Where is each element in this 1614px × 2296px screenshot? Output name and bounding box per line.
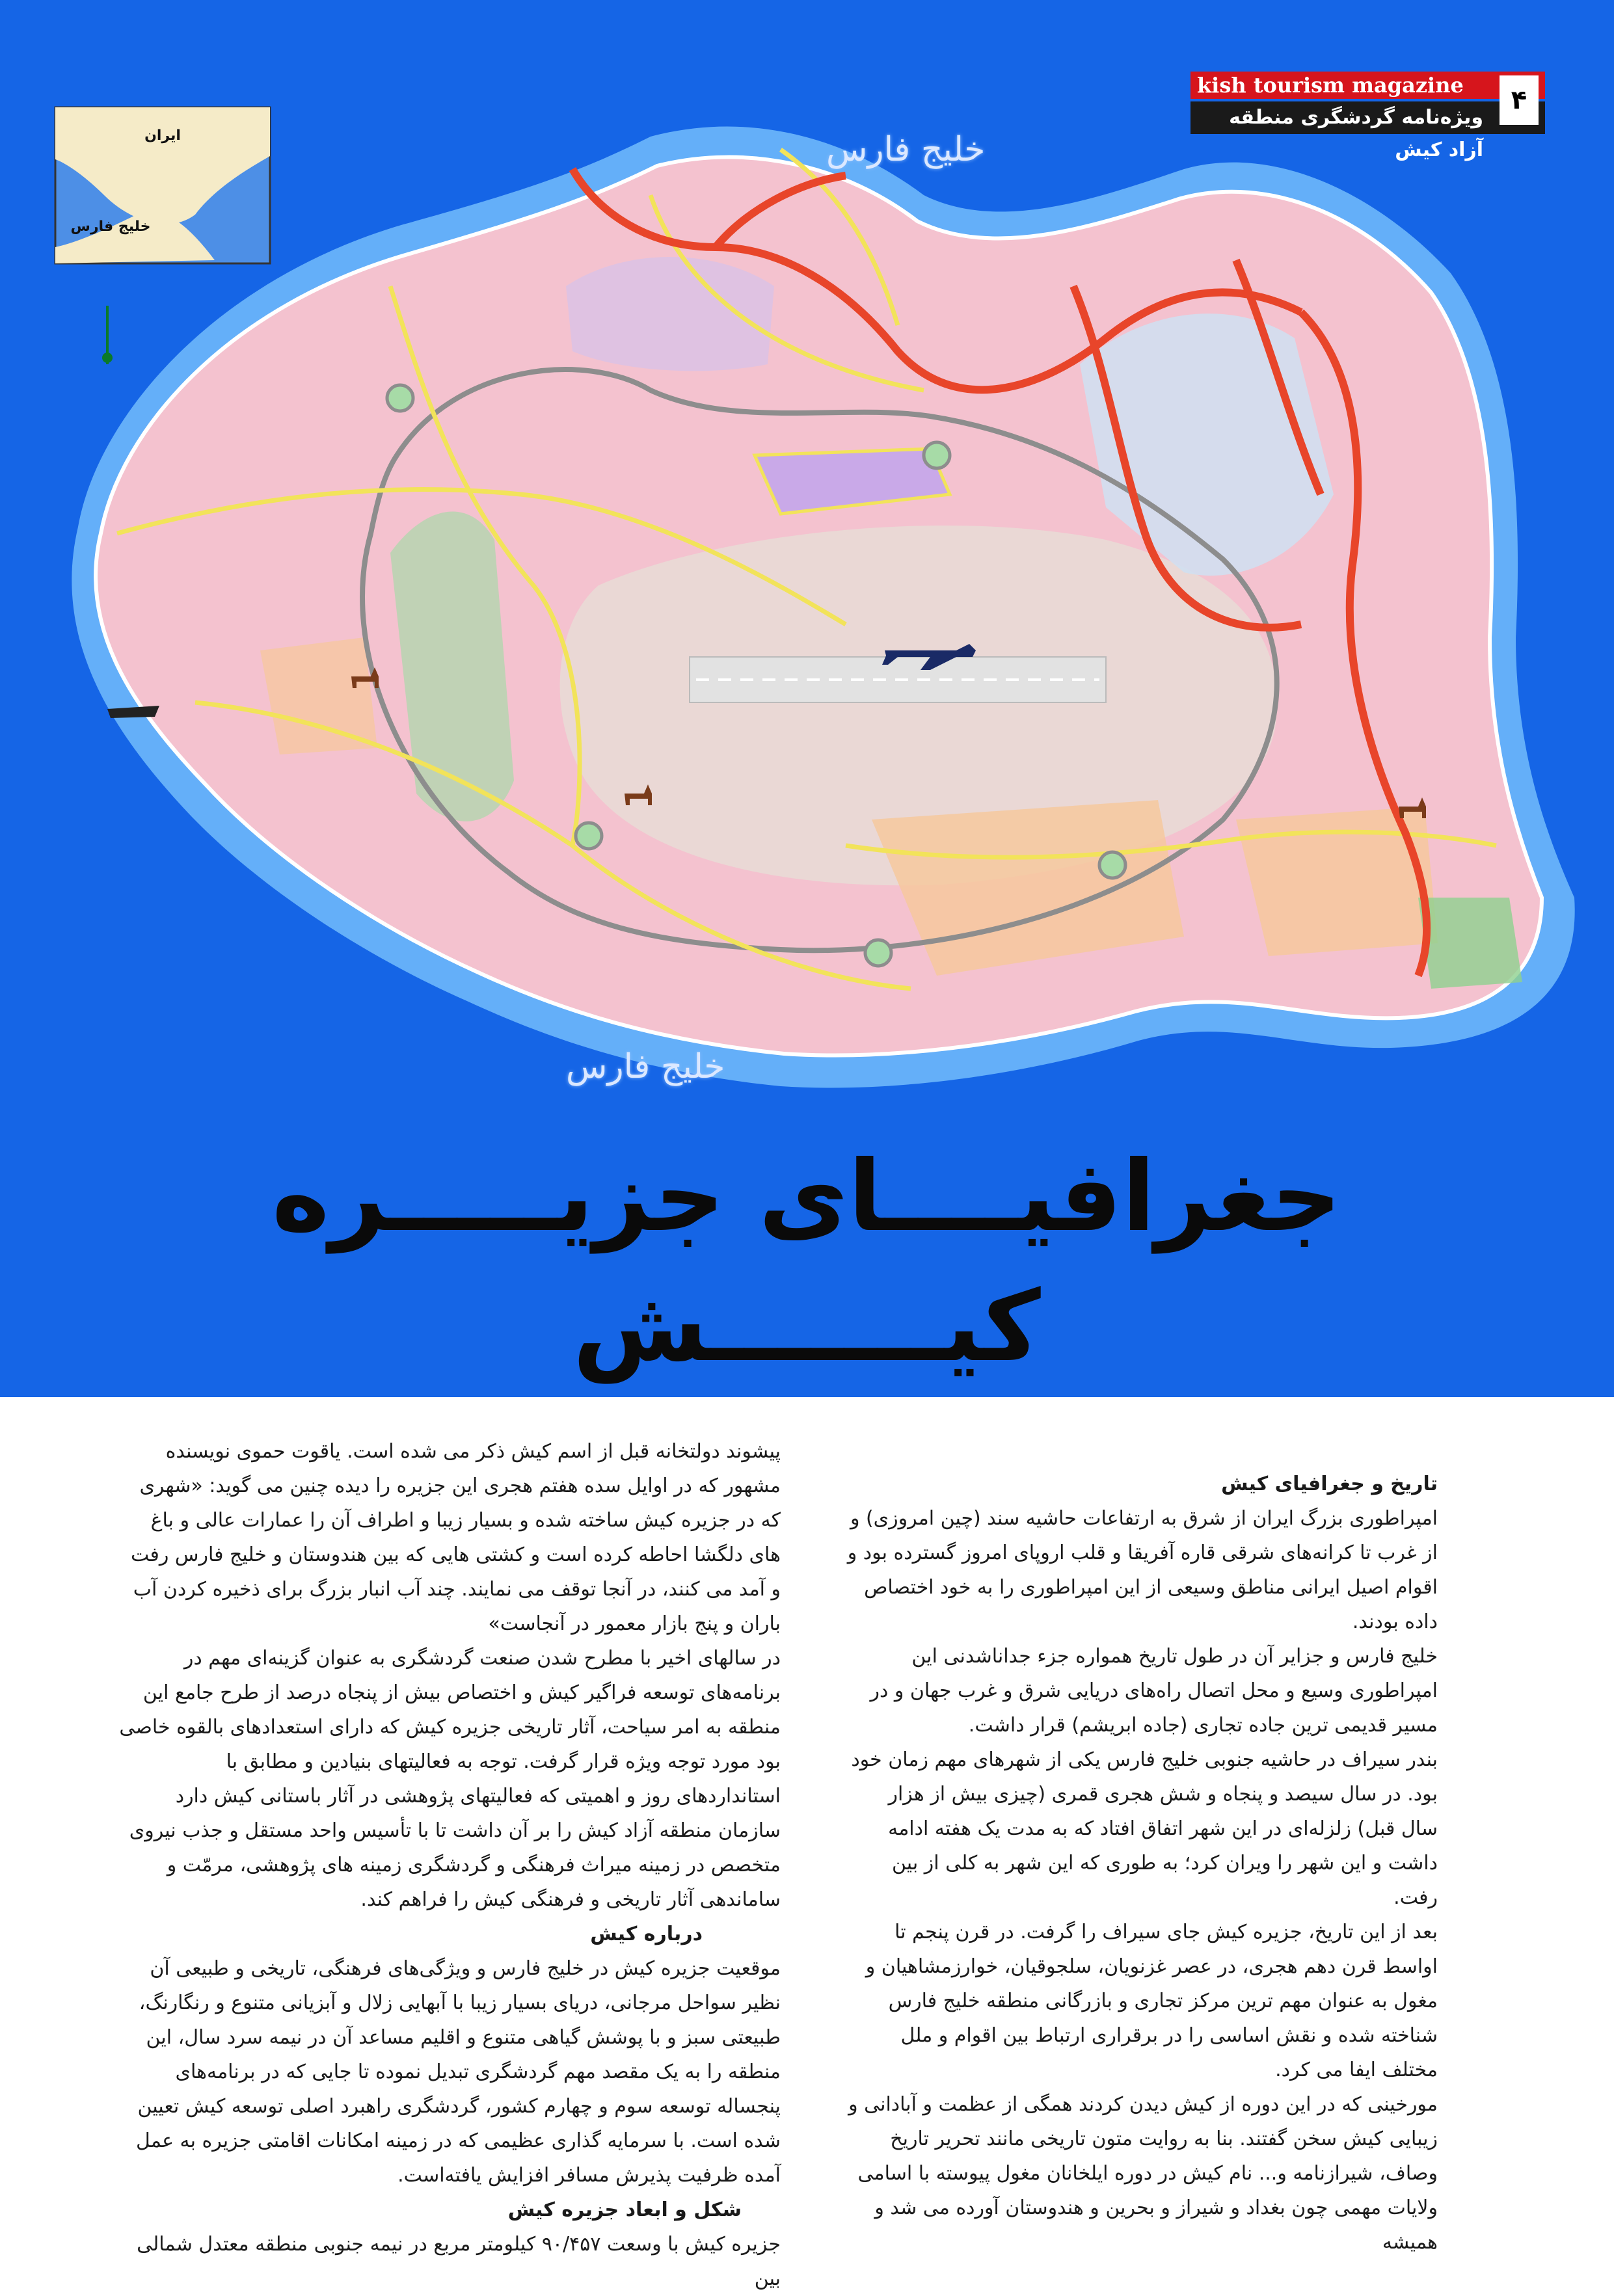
sea-label-top: خلیج فارس (826, 130, 986, 169)
magazine-title-en: kish tourism magazine (1190, 72, 1545, 99)
paragraph: امپراطوری بزرگ ایران از شرق به ارتفاعات حاشیه سند (چین امروزی) و از غرب تا کرانه‌های شرقی قاره آفریقا و قلب اروپای امروز گسترده بود و اقوام اصیل ایرانی مناطق وسیعی از این امپراطوری را به خود اختصاص داده بودند. (847, 1507, 1438, 1633)
paragraph: بندر سیراف در حاشیه جنوبی خلیج فارس یکی از شهرهای مهم زمان خود بود. در سال سیصد و پنجاه و شش هجری قمری (چیزی بیش از هزار سال قبل) زلزله‌ای در این شهر اتفاق افتاد که به مدت یک هفته ادامه داشت و این شهر را ویران کرد؛ به طوری که این شهر به کلی از بین رفت. (851, 1748, 1438, 1909)
compass-icon (102, 306, 113, 364)
paragraph: جزیره کیش با وسعت ۹۰/۴۵۷ کیلومتر مربع در نیمه جنوبی منطقه معتدل شمالی بین (137, 2233, 781, 2290)
page-title: جغرافیــــای جزیـــــره کیـــــــش (272, 1140, 1341, 1383)
paragraph: خلیج فارس و جزایر آن در طول تاریخ همواره جزء جداناشدنی این امپراطوری وسیع و محل اتصال راه‌های دریایی شرق و غرب جهان و در مسیر قدیمی ترین جاده تجاری (جاده ابریشم) قرار داشت. (870, 1645, 1438, 1737)
magazine-header (1190, 72, 1545, 161)
left-column (117, 1434, 781, 2296)
paragraph: موقعیت جزیره کیش در خلیج فارس و ویژگی‌های فرهنگی، تاریخی و طبیعی آن نظیر سواحل مرجانی، دریای بسیار زیبا با آبهایی زلال و آبزیانی متنوع و رنگارنگ، طبیعتی سبز و با پوشش گیاهی متنوع و اقلیم مساعد آن در نیمه سرد سال، این منطقه را به یک مقصد مهم گردشگری تبدیل نموده تا جایی که در برنامه‌های پنجساله توسعه سوم و چهارم کشور، گردشگری راهبرد اصلی توسعه کیش تعیین شده است. با سرمایه گذاری عظیمی که در زمینه امکانات اقامتی جزیره به عمل آمده ظرفیت پذیرش مسافر افزایش یافته‌است. (136, 1957, 781, 2187)
south-east-green (1418, 898, 1522, 989)
section-heading-shape: شکل و ابعاد جزیره کیش (507, 2198, 742, 2221)
paragraph: بعد از این تاریخ، جزیره کیش جای سیراف را گرفت. در قرن پنجم تا اواسط قرن دهم هجری، در عصر غزنویان، سلجوقیان، خوارزمشاهیان و مغول به عنوان مهم ترین مرکز تجاری و بازرگانی منطقه خلیج فارس شناخته شده و نقش اساسی را در برقراری ارتباط بین اقوام و ملل مختلف ایفا می کرد. (865, 1921, 1438, 2081)
page-number: ۴ (1500, 75, 1539, 125)
section-heading-about: درباره کیش (590, 1923, 703, 1945)
inset-map (55, 107, 270, 263)
inset-iran-label: ایران (144, 127, 181, 144)
inset-gulf-label: خلیج فارس (70, 219, 151, 235)
paragraph: پیشوند دولتخانه قبل از اسم کیش ذکر می شده است. یاقوت حموی نویسنده مشهور که در اوایل سده هفتم هجری این جزیره را دیده چنین می گوید: «شهری که در جزیره کیش ساخته شده و بسیار زیبا و اطراف آن را عمارات عالی و باغ های دلگشا احاطه کرده است و کشتی هایی که بین هندوستان و خلیج فارس رفت و آمد می کنند، در آنجا توقف می نمایند. چند آب انبار بزرگ برای ذخیره کردن آب باران و پنج بازار معمور در آنجاست» (131, 1440, 781, 1635)
north-urban-zone (566, 257, 774, 371)
right-column (846, 1467, 1438, 2260)
magazine-title-fa: ویژه‌نامه گردشگری منطقه آزاد کیش (1190, 101, 1545, 134)
paragraph: مورخینی که در این دوره از کیش دیدن کردند همگی از عظمت و آبادانی و زیبایی کیش سخن گفتند. بنا به روایت متون تاریخی مانند تحریر تاریخ وصاف، شیرازنامه و... نام کیش در دوره ایلخانان مغول پیوسته با اسامی ولایات مهمی چون بغداد و شیراز و بحرین و هندوستان آورده می شد و همیشه (848, 2093, 1438, 2254)
sea-label-bottom: خلیج فارس (566, 1047, 725, 1086)
section-heading-history: تاریخ و جغرافیای کیش (1221, 1473, 1438, 1495)
paragraph: در سالهای اخیر با مطرح شدن صنعت گردشگری به عنوان گزینه‌ای مهم در برنامه‌های توسعه فراگیر کیش و اختصاص بیش از پنجاه درصد از طرح جامع این منطقه به امر سیاحت، آثار تاریخی جزیره کیش که دارای استعدادهای بالقوه خاصی بود مورد توجه ویژه قرار گرفت. توجه به فعالیتهای بنیادین و مطابق با استانداردهای روز و اهمیتی که فعالیتهای پژوهشی در آثار باستانی کیش دارد سازمان منطقه آزاد کیش را بر آن داشت تا با تأسیس واحد مستقل و جذب نیروی متخصص در زمینه میراث فرهنگی و گردشگری زمینه های پژوهشی، مرمّت و ساماندهی آثار تاریخی و فرهنگی کیش را فراهم کند. (119, 1647, 781, 1911)
